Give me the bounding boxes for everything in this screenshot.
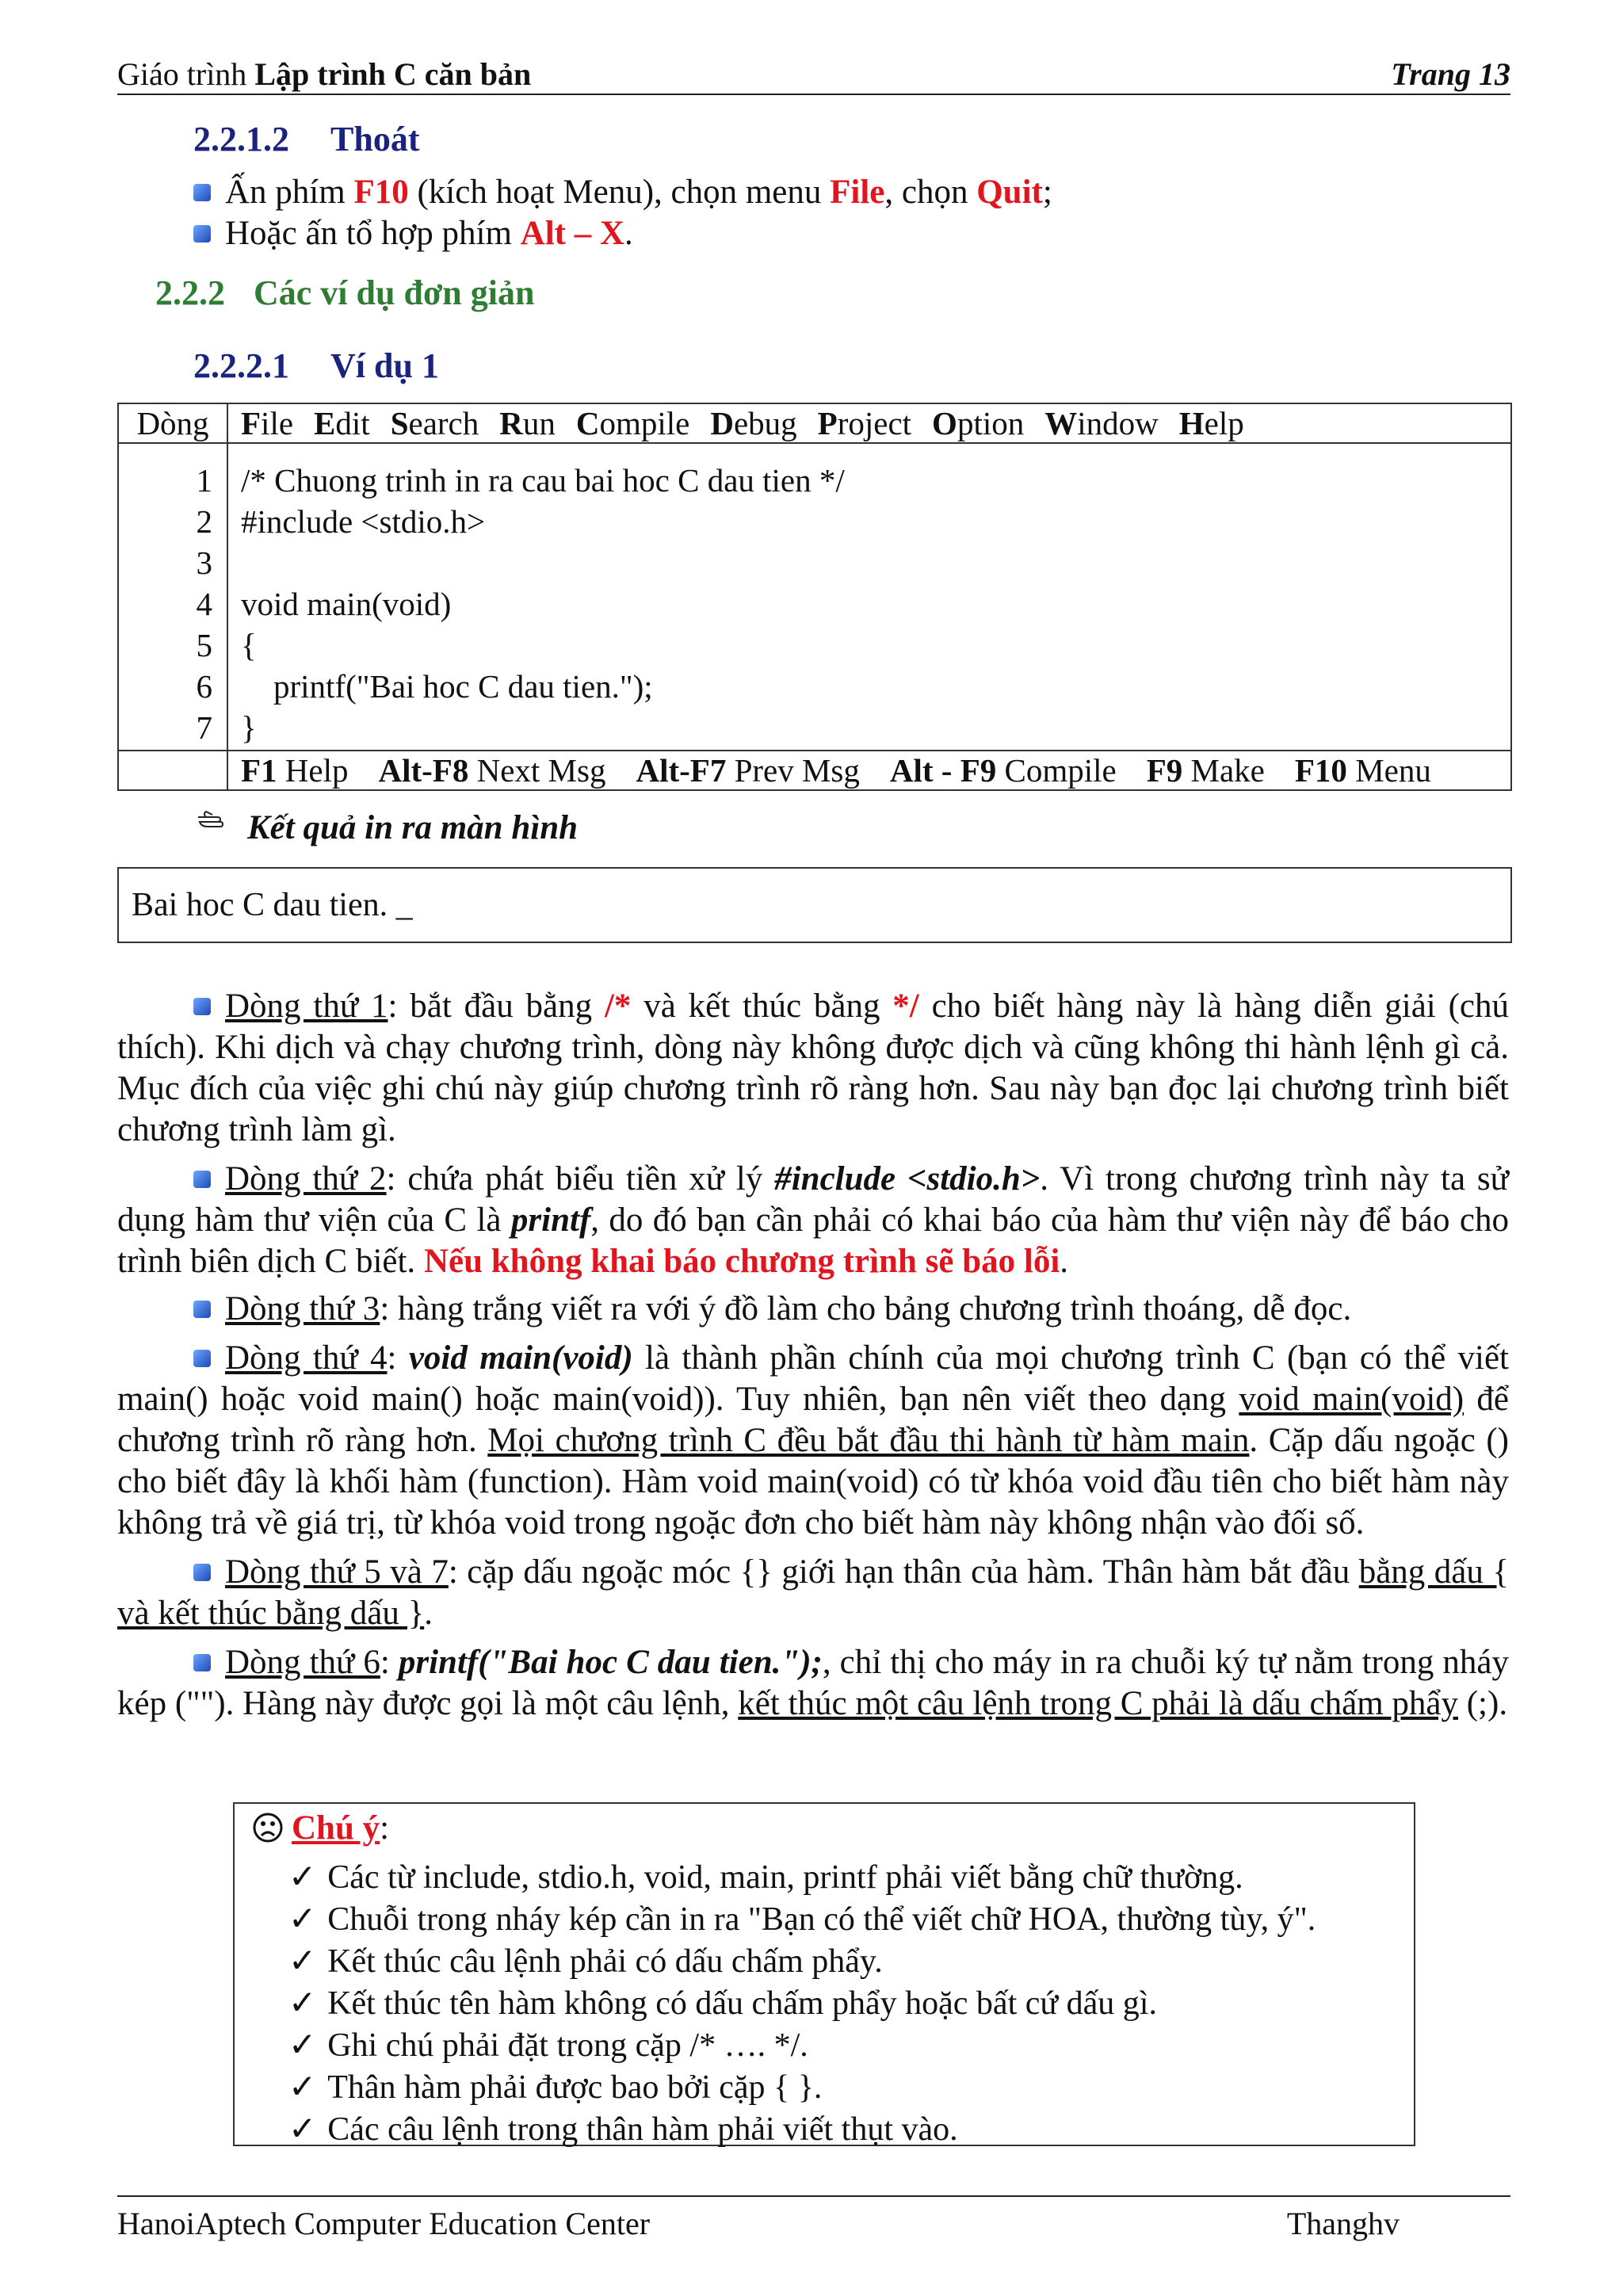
text: . [624, 215, 633, 252]
header-title [117, 55, 531, 93]
fkey-compile: Alt - F9 Compile [889, 752, 1117, 789]
fkey-help: F1 Help [241, 752, 349, 789]
footer-author: Thanghv [1286, 2206, 1400, 2241]
result-heading [197, 808, 578, 847]
text: . [424, 1595, 433, 1632]
semicolon-rule: kết thúc một câu lệnh trong C phải là dấu chấm phẩy [738, 1685, 1458, 1722]
menu-item-debug: Debug [710, 405, 797, 441]
warning-text: Nếu không khai báo chương trình sẽ báo lỗi [423, 1243, 1060, 1280]
text: Hoặc ấn tổ hợp phím [225, 215, 521, 252]
code-line: printf("Bai hoc C dau tien."); [241, 668, 653, 705]
fkey-next-msg: Alt-F8 Next Msg [378, 752, 606, 789]
text: ; [1042, 174, 1052, 211]
line-number: 4 [196, 586, 212, 622]
menu-item-option: Option [932, 405, 1025, 441]
menu-item-edit: Edit [314, 405, 370, 441]
bullet-icon [193, 1350, 211, 1367]
section-2221-heading [193, 346, 439, 386]
text: : chứa phát biểu tiền xử lý [386, 1160, 775, 1198]
bullet-icon [193, 1654, 211, 1671]
output-text: Bai hoc C dau tien. _ [132, 887, 413, 923]
note-item: ✓ Kết thúc câu lệnh phải có dấu chấm phẩy. [288, 1940, 1316, 1982]
section-number: 2.2.1.2 [193, 120, 289, 159]
main-signature-underlined: void main(void) [1239, 1381, 1465, 1418]
note-title: Chú ý [292, 1809, 380, 1847]
text: , do đó bạn cần phải có khai báo của hàm thư viện này để báo cho trình biên dịch C biết. [117, 1201, 1510, 1280]
note-title-row [252, 1809, 389, 1847]
note-colon: : [380, 1809, 390, 1847]
text: (;). [1457, 1685, 1508, 1722]
sad-face-icon [252, 1812, 284, 1843]
menu-quit: Quit [976, 174, 1043, 211]
include-directive: #include <stdio.h> [774, 1160, 1041, 1198]
note-item: ✓ Các từ include, stdio.h, void, main, printf phải viết bằng chữ thường. [288, 1856, 1316, 1898]
section-2212-heading [193, 119, 419, 159]
brace-rule: bằng dấu { và kết thúc bằng dấu } [117, 1553, 1509, 1632]
ide-menu-bar [227, 403, 1511, 443]
section-title: Ví dụ 1 [330, 346, 439, 385]
page-number: Trang 13 [1391, 56, 1510, 92]
bullet-icon [193, 1301, 211, 1318]
line-number: 3 [196, 544, 212, 581]
code-line: /* Chuong trinh in ra cau bai hoc C dau tien */ [241, 462, 845, 499]
exit-bullet-2 [193, 214, 633, 253]
line-number: 1 [196, 462, 212, 499]
note-item: ✓ Thân hàm phải được bao bởi cặp { }. [288, 2066, 1316, 2108]
printf-statement: printf("Bai hoc C dau tien."); [398, 1644, 823, 1681]
ide-status-bar [227, 751, 1511, 790]
text: là thành phần chính của mọi chương trình C (bạn có thể viết main() hoặc void main() hoặc main(void)). Tuy nhiên, bạn nên viết theo dạng [117, 1339, 1509, 1418]
text: : cặp dấu ngoặc móc {} giới hạn thân của hàm. Thân hàm bắt đầu [448, 1553, 1359, 1591]
bullet-icon [193, 1171, 211, 1188]
menu-item-search: Search [390, 405, 479, 441]
result-label: Kết quả in ra màn hình [247, 809, 579, 846]
text: Ấn phím [225, 174, 354, 211]
fkey-prev-msg: Alt-F7 Prev Msg [636, 752, 860, 789]
paragraph-line4 [117, 1338, 1509, 1544]
note-box [233, 1802, 1415, 2146]
text: , chỉ thị cho máy in ra chuỗi ký tự nằm trong nháy kép (""). Hàng này được gọi là một câu lệnh, [117, 1644, 1509, 1722]
page-footer [117, 2195, 1510, 2241]
paragraph-line57 [117, 1552, 1509, 1634]
bullet-icon [193, 225, 211, 243]
printf-name: printf [510, 1201, 591, 1239]
line-col-header: Dòng [118, 403, 227, 443]
menu-item-help: Help [1178, 405, 1244, 441]
note-item: ✓ Ghi chú phải đặt trong cặp /* …. */. [288, 2024, 1316, 2066]
key-f10: F10 [353, 174, 409, 211]
text: : bắt đầu bằng [388, 988, 605, 1025]
text: . [1060, 1243, 1069, 1280]
note-list [288, 1856, 1316, 2150]
text: . Vì trong chương trình này ta sử dụng hàm thư viện của C là [117, 1160, 1509, 1239]
section-title: Các ví dụ đơn giản [254, 273, 535, 312]
text: cho biết hàng này là hàng diễn giải (chú thích). Khi dịch và chạy chương trình, dòng này không được dịch và cũng không thi hành lệnh gì cả. Mục đích của việc ghi chú này giúp chương trình rõ ràng hơn. Sau này bạn đọc lại chương trình biết chương trình làm gì. [117, 988, 1509, 1148]
line-number: 5 [196, 627, 212, 663]
paragraph-line2 [117, 1159, 1509, 1282]
text: (kích hoạt Menu), chọn menu [408, 174, 831, 211]
key-alt-x: Alt – X [520, 215, 625, 252]
code-line: #include <stdio.h> [241, 503, 486, 540]
text: , chọn [884, 174, 977, 211]
fkey-menu: F10 Menu [1294, 752, 1431, 789]
fkey-make: F9 Make [1146, 752, 1265, 789]
text: : [380, 1644, 399, 1681]
line-ref: Dòng thứ 4 [225, 1339, 388, 1377]
comment-close: */ [892, 988, 919, 1025]
code-line: { [241, 627, 257, 663]
status-blank [118, 751, 227, 790]
text: . Cặp dấu ngoặc () cho biết đây là khối hàm (function). Hàm void main(void) có từ khóa void đầu tiên cho biết hàm này không trả về giá trị, từ khóa void trong ngoặc đơn cho biết hàm này không nhận vào đối số. [117, 1422, 1509, 1541]
paragraph-line1 [117, 986, 1509, 1151]
section-title: Thoát [330, 120, 420, 159]
exit-bullet-1 [193, 173, 1052, 212]
bullet-icon [193, 184, 211, 201]
line-number: 6 [196, 668, 212, 705]
footer-organization: HanoiAptech Computer Education Center [117, 2206, 651, 2241]
menu-item-window: Window [1044, 405, 1159, 441]
text: : hàng trắng viết ra với ý đồ làm cho bảng chương trình thoáng, dễ đọc. [380, 1290, 1352, 1328]
main-signature: void main(void) [408, 1339, 633, 1377]
page-header [117, 52, 1510, 95]
ide-code-table [117, 403, 1512, 791]
menu-item-file: File [241, 405, 294, 441]
line-numbers [118, 443, 227, 751]
note-item: ✓ Các câu lệnh trong thân hàm phải viết thụt vào. [288, 2108, 1316, 2150]
section-number: 2.2.2 [155, 273, 225, 312]
paragraph-line6 [117, 1642, 1509, 1725]
line-ref: Dòng thứ 1 [225, 988, 388, 1025]
bullet-icon [193, 998, 211, 1015]
text: : [387, 1339, 409, 1377]
section-number: 2.2.2.1 [193, 346, 289, 385]
line-ref: Dòng thứ 2 [225, 1160, 387, 1198]
menu-item-project: Project [817, 405, 912, 441]
code-line [241, 542, 1510, 583]
code-area [227, 443, 1511, 751]
line-ref: Dòng thứ 3 [225, 1290, 380, 1328]
line-number: 2 [196, 503, 212, 540]
header-title-prefix: Giáo trình [117, 56, 255, 92]
line-ref: Dòng thứ 5 và 7 [225, 1553, 449, 1591]
note-item: ✓ Kết thúc tên hàm không có dấu chấm phẩy hoặc bất cứ dấu gì. [288, 1982, 1316, 2024]
output-box [117, 867, 1512, 943]
bullet-icon [193, 1564, 211, 1581]
menu-item-run: Run [499, 405, 556, 441]
menu-item-compile: Compile [575, 405, 690, 441]
section-222-heading [155, 273, 534, 313]
code-line: } [241, 709, 257, 746]
menu-file: File [830, 174, 885, 211]
header-title-bold: Lập trình C căn bản [254, 56, 532, 92]
main-rule: Mọi chương trình C đều bắt đầu thi hành từ hàm main [487, 1422, 1250, 1459]
paragraph-line3 [117, 1289, 1509, 1330]
text: và kết thúc bằng [631, 988, 893, 1025]
code-line: void main(void) [241, 586, 452, 622]
line-ref: Dòng thứ 6 [225, 1644, 380, 1681]
text: để chương trình rõ ràng hơn. [117, 1381, 1509, 1459]
line-number: 7 [196, 709, 212, 746]
comment-open: /* [604, 988, 632, 1025]
pointing-hand-icon [197, 808, 231, 831]
note-item: ✓ Chuỗi trong nháy kép cần in ra "Bạn có thể viết chữ HOA, thường tùy, ý". [288, 1898, 1316, 1940]
